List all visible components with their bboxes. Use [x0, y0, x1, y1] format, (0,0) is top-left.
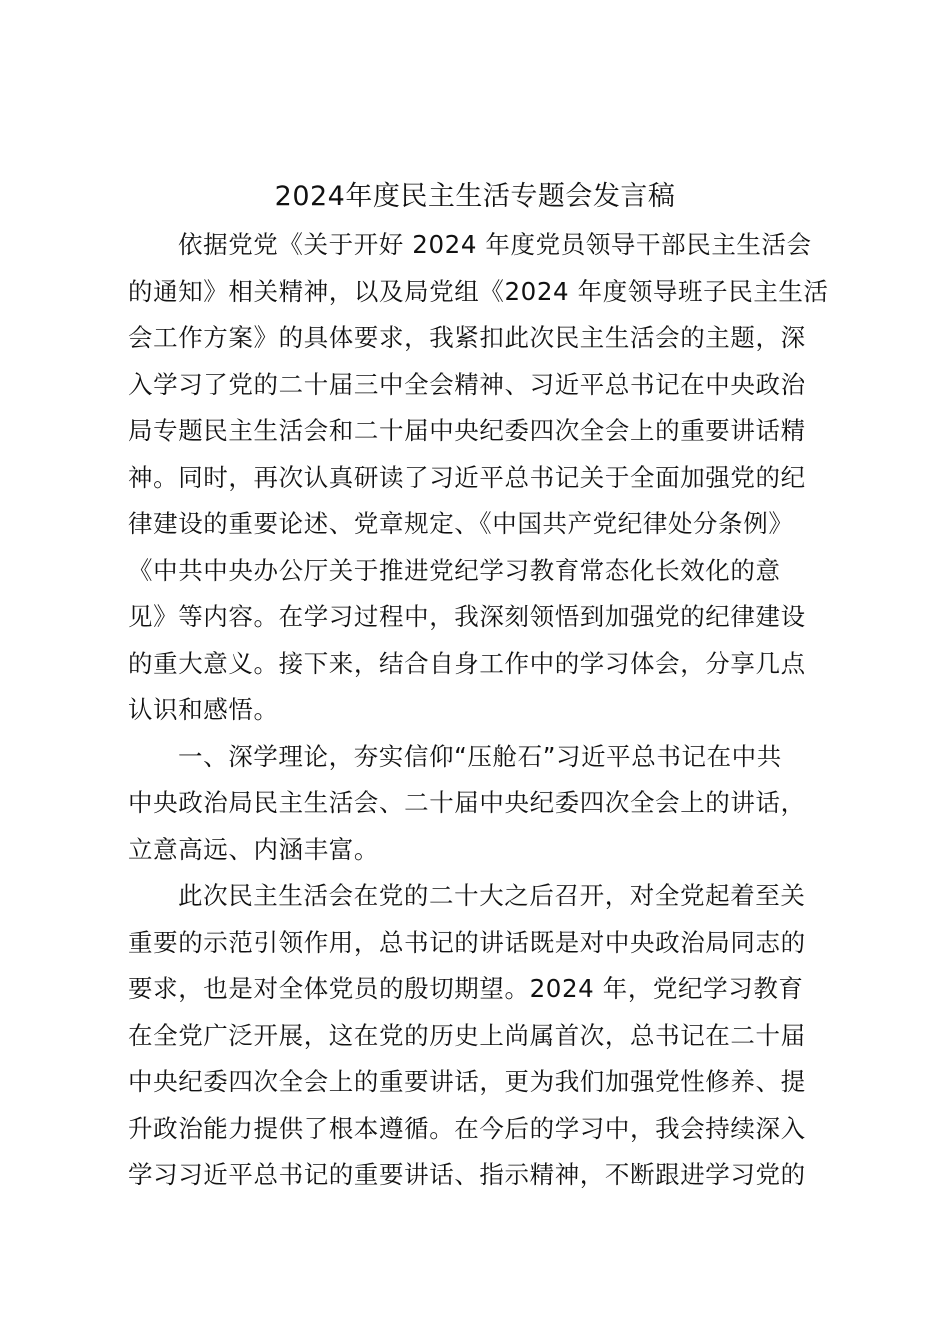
section-heading-line: 立意高远、内涵丰富。	[128, 834, 379, 864]
paragraph-3-line: 在全党广泛开展，这在党的历史上尚属首次，总书记在二十届	[128, 1020, 806, 1050]
paragraph-1-line: 神。同时，再次认真研读了习近平总书记关于全面加强党的纪	[128, 462, 806, 492]
paragraph-1-line: 《中共中央办公厅关于推进党纪学习教育常态化长效化的意	[128, 555, 781, 585]
paragraph-3-line: 升政治能力提供了根本遵循。在今后的学习中，我会持续深入	[128, 1113, 806, 1143]
paragraph-3-line: 此次民主生活会在党的二十大之后召开，对全党起着至关	[178, 881, 806, 910]
document-body	[128, 222, 828, 1199]
section-heading-line: 一、深学理论，夯实信仰“压舱石”习近平总书记在中共	[178, 741, 782, 771]
paragraph-1-line: 律建设的重要论述、党章规定、《中国共产党纪律处分条例》	[128, 509, 794, 538]
paragraph-3-line: 要求，也是对全体党员的殷切期望。2024 年，党纪学习教育	[128, 974, 804, 1003]
paragraph-1-line: 入学习了党的二十届三中全会精神、习近平总书记在中央政治	[128, 369, 806, 399]
paragraph-1-line: 依据党党《关于开好 2024 年度党员领导干部民主生活会	[178, 230, 812, 259]
paragraph-1-line: 见》等内容。在学习过程中，我深刻领悟到加强党的纪律建设	[128, 602, 806, 631]
paragraph-1-line: 认识和感悟。	[128, 695, 279, 724]
paragraph-1-line: 局专题民主生活会和二十届中央纪委四次全会上的重要讲话精	[128, 416, 806, 445]
document-title: 2024年度民主生活专题会发言稿	[274, 181, 676, 212]
paragraph-1-line: 会工作方案》的具体要求，我紧扣此次民主生活会的主题，深	[128, 323, 806, 352]
paragraph-3-line: 中央纪委四次全会上的重要讲话，更为我们加强党性修养、提	[128, 1067, 806, 1096]
paragraph-3-line: 重要的示范引领作用，总书记的讲话既是对中央政治局同志的	[128, 927, 806, 957]
paragraph-1-line: 的通知》相关精神，以及局党组《2024 年度领导班子民主生活	[128, 276, 829, 306]
paragraph-3-line: 学习习近平总书记的重要讲话、指示精神，不断跟进学习党的	[128, 1160, 806, 1189]
paragraph-1-line: 的重大意义。接下来，结合自身工作中的学习体会，分享几点	[128, 648, 806, 678]
section-heading-line: 中央政治局民主生活会、二十届中央纪委四次全会上的讲话，	[128, 788, 806, 817]
